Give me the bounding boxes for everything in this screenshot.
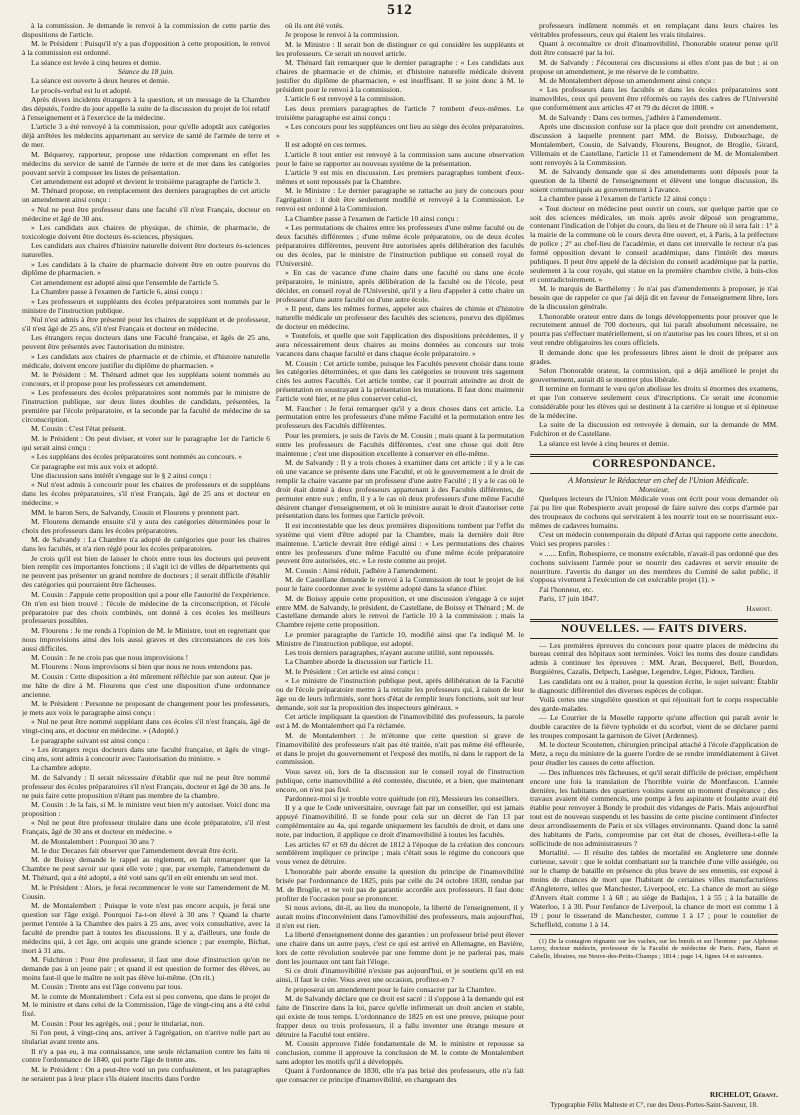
paragraph: « Les concours pour les suppléances ont lieu au siège des écoles préparatoires. » — [276, 121, 524, 140]
paragraph: Les trois derniers paragraphes, n'ayant aucune utilité, sont repoussés. — [285, 648, 495, 658]
paragraph: Si ce droit d'inamovibilité n'existe pas aujourd'hui, et je soutiens qu'il en est ainsi, il faut le créer. Vous avez une occasion, profitez-en ? — [276, 966, 524, 985]
paragraph: Pardonnez-moi si je trouble votre quiétude (on rit), Messieurs les conseillers. — [285, 794, 520, 804]
section-divider — [530, 619, 778, 622]
paragraph: Le procès-verbal est lu et adopté. — [31, 85, 132, 95]
paragraph: « ...... Enfin, Robespierre, ce monstre exécrable, n'avait-il pas ordonné que des cochons suivissent l'armée pour se nourrir des cadavres et servir ensuite de nourriture. J'avertis du danger un des membres du Comité de salut public, il s'opposa vivement à l'exécution de cet exécrable projet (1). » — [530, 548, 778, 585]
paragraph: Les candidats ont eu à traiter, pour la question écrite, le sujet suivant: Établir le diagnostic différentiel des diverses espèces de colique. — [530, 676, 778, 695]
paragraph: L'honorable pair aborde ensuite la question du principe de l'inamovibilité brisée par l'ordonnance de 1825, puis par celle du 24 octobre 1830, rendue par M. de Broglie, et ne voit pas de garantie accordée aux professeurs. Il faut donc profiter de l'occasion pour se prononcer. — [276, 866, 524, 903]
paragraph: Vous savez où, lors de la discussion sur le conseil royal de l'instruction publique, cette inamovibilité a été contestée, discutée, et a bien, que maintenant encore, on n'est pas fixé. — [276, 766, 524, 794]
column-2 — [276, 22, 524, 1090]
paragraph: M. le Président : Personne ne proposant de changement pour les professeurs, je mets aux voix le paragraphe ainsi conçu : — [22, 699, 270, 717]
paragraph: La Chambre passe à l'examen de l'article 10 ainsi conçu : — [285, 213, 459, 223]
paragraph: M. Fulchiron : Pour être professeur, il faut une dose d'instruction qu'on ne demande pas à un jeune pair ; et quand il est question de former des élèves, au moins faut-il que le maître ne soit pas élève lui-même. (On rit.) — [22, 954, 270, 982]
senate-debate-continued — [530, 22, 778, 449]
paragraph: Si nous avions, dit-il, au lieu du monopole, la liberté de l'enseignement, il y aurait moins d'inconvénient dans l'amovibilité des professeurs, mais aujourd'hui, il n'en est rien. — [276, 902, 524, 930]
paragraph: M. Flourens : Je me rends à l'opinion de M. le Ministre, tout en regrettant que nous improvisions ainsi des lois aussi graves et des circonstances de ces lois aussi difficiles. — [22, 625, 270, 653]
paragraph: Ce paragraphe est mis aux voix et adopté. — [31, 461, 158, 471]
paragraph: « Nul ne peut être professeur titulaire dans une école préparatoire, s'il n'est Français, âgé de 30 ans et docteur en médecine. » — [22, 818, 270, 837]
paragraph: Pour les premiers, je suis de l'avis de M. Cousin ; mais quant à la permutation entre les professeurs de Facultés différentes, c'est une chose qui doit être maintenue ; c'est une disposition excellente à conserver en elle-même. — [276, 430, 524, 458]
paragraph: Le paragraphe suivant est ainsi conçu : — [31, 735, 150, 745]
paragraph: M. le Président : Cet article est ainsi conçu : — [285, 666, 420, 676]
footnote: (1) De la contagion régnante sur les vaches, sur les bœufs et sur l'homme ; par Alphonse Leroy, docteur médecin, professeur de la Faculté de médecine de Paris. Paris, Baret et Cabelle, libraires, rue Neuve-des-Petits-Champs ; 1814 ; page 14, lignes 14 et suivantes. — [530, 937, 778, 960]
paragraph: Il est adopté en ces termes. — [285, 140, 367, 150]
paragraph: M. Cousin : C'est l'état présent. — [31, 424, 126, 434]
paragraph: M. le comte de Montalembert : Cela est si peu convenu, que dans le projet de M. le ministre et dans celui de la Commission, l'âge de vingt-cinq ans a été celui fixé. — [22, 991, 270, 1019]
nouvelles-body — [530, 642, 778, 930]
correspondance-body — [530, 495, 778, 594]
paragraph: « Nul ne peut être nommé suppléant dans ces écoles s'il n'est français, âgé de vingt-cinq ans, et docteur en médecine. » (Adopté.) — [22, 717, 270, 736]
paragraph: M. Cousin approuve l'idée fondamentale de M. le ministre et repousse sa conclusion, comme il approuve la conclusion de M. le comte de Montalembert sans adopter les motifs qu'il a développés. — [276, 1039, 524, 1066]
paragraph: « Les étrangers reçus docteurs dans une faculté française, et âgés de vingt-cinq ans, sont admis à concourir avec l'autorisation du ministre. » — [22, 745, 270, 763]
paragraph: M. de Salvandy demande que si des amendements sont déposés pour la question de la liberté de l'enseignement et élèvent une longue discussion, ils soient communiqués au gouvernement à l'avance. — [530, 167, 778, 194]
paragraph: Nul n'est admis à être présenté pour les chaires de suppléant et de professeur, s'il n'est âgé de 25 ans, s'il n'est Français et docteur en médecine. — [22, 315, 270, 333]
paragraph: L'article 3 a été renvoyé à la commission, pour qu'elle adoptât aux catégories déjà arrêtées les médecins appartenant au service de santé de l'armée de terre et de mer. — [22, 122, 270, 150]
paragraph: M. le Président : On a peut-être voté un peu confusément, et les paragraphes ne seraient pas à leur place s'ils étaient inscrits dans l'ordre — [22, 1064, 270, 1083]
paragraph: M. Cousin : Cet article tombe, puisque les Facultés peuvent choisir dans toute les catégories déterminées, et que dans les catégories se trouvent très sagement cités les autres Facultés. Cet article tombe, car il pourrait atteindre au droit de présentation en soustrayant à la présentation les mutations. Il faut donc maintenir l'article voté hier, et ne plus conserver celui-ci. — [276, 358, 524, 404]
paragraph: « Tout docteur en médecine peut ouvrir un cours, sur quelque partie que ce soit des sciences médicales, un mois après avoir déposé son programme, contenant l'indication de l'objet du cours, du lieu et de l'heure où il sera fait : 1° à la mairie de la commune où le cours devra être ouvert, et, à Paris, à la préfecture de police ; 2° au chef-lieu de l'académie, et dans cet intervalle le recteur n'a pas formé opposition devant le conseil académique, dans l'intérêt des mœurs publiques. Il peut être appelé de la décision du conseil académique par la partie, seulement à la cour royale, qui statue en la première chambre civile, à huis-clos et contradictoirement. » — [530, 203, 778, 284]
paragraph: M. Flourens demande ensuite s'il y aura des catégories déterminées pour le choix des professeurs dans les écoles préparatoires. — [22, 516, 270, 535]
paragraph: M. Cousin : Cette disposition a été mûrement réfléchie par son auteur. Que je me hâte de dire à M. Flourens que c'est une disposition d'une ordonnance ancienne. — [22, 671, 270, 699]
paragraph: — Les premières épreuves du concours pour quatre places de médecins du bureau central des hôpitaux sont terminées. Voici les noms des douze candidats admis à continuer les épreuves : MM. Aran, Becquerel, Bell, Bourdon, Burguières, Cazalis, Delpech, Lasègue, Legendre, Léger, Pidoux, Tardieu. — [530, 640, 778, 677]
paragraph: M. le duc Decazes fait observer que l'amendement devrait être écrit. — [31, 846, 238, 856]
paragraph: Les candidats aux chaires d'histoire naturelle doivent être docteurs ès-sciences naturelles. — [22, 241, 270, 260]
paragraph: M. de Castellane demande le renvoi à la Commission de tout le projet de loi pour le faire coordonner avec le système adopté dans la séance d'hier. — [276, 575, 524, 594]
paragraph: — Des influences très fâcheuses, et qu'il serait difficile de préciser, empêchent encore une fois la translation de l'horrible voirie de Montfaucon. L'année dernière, les habitants des quartiers voisins earent un moment d'espérance ; des travaux avaient été commencés, une pompe à feu aspirante et foulante avait été établie pour renvoyer à Bondy le produit des vidanges de Paris. Mais aujourd'hui tout est de nouveau suspendu et les bassins de cette piscine continuent d'infecter deux arrondissements de Paris et six villages environnants. Quand donc la santé des habitants de Paris, compromise par cet état de choses, éveillera-t-elle la sollicitude de nos administrateurs ? — [530, 767, 778, 848]
paragraph: M. Cousin : Ainsi réduit, j'adhère à l'amendement. — [285, 565, 438, 575]
paragraph: M. de Salvandy : J'écouterai ces discussions si elles n'ont pas de but ; si on propose un amendement, je me réserve de le combattre. — [530, 57, 778, 76]
paragraph: Selon l'honorable orateur, la commission, qui a déjà amélioré le projet du gouvernement, aurait dû se montrer plus libérale. — [530, 365, 778, 384]
paragraph: La Chambre aborde la discussion sur l'article 11. — [285, 657, 433, 667]
paragraph: M. Cousin : Pour les agrégés, oui ; pour le titulariat, non. — [31, 1018, 205, 1028]
correspondance-greeting: Monsieur, — [638, 484, 670, 494]
paragraph: « Nul ne peut être professeur dans une faculté s'il n'est Français, docteur en médecine et âgé de 30 ans. — [22, 204, 270, 223]
paragraph: L'article 6 est renvoyé à la commission. — [285, 94, 406, 104]
paragraph: M. Faucher : Je ferai remarquer qu'il y a deux choses dans cet article. La permutation entre les professeurs d'une même Faculté et la permutation entre les professeurs des Facultés différentes. — [276, 403, 524, 431]
paragraph: où ils ont été votés. — [285, 22, 344, 30]
paragraph: M. le marquis de Barthélemy : Je n'ai pas d'amendements à proposer, je n'ai besoin que de rappeler ce que j'ai déjà dit en faveur de l'enseignement libre, lors de la discussion générale. — [530, 284, 778, 312]
paragraph: Je crois qu'il est bien de laisser le choix entre tous les docteurs qui peuvent bien remplir ces importantes fonctions ; il s'agit ici de villes de départements qui ne peuvent pas présenter un grand nombre de docteurs ; il serait difficile d'établir des catégories qui pourraient être fâcheuses. — [22, 553, 270, 590]
paragraph: La séance est ouverte à deux heures et demie. — [31, 76, 170, 86]
paragraph: à la commission. Je demande le renvoi à la commission de cette partie des dispositions de l'article. — [22, 22, 270, 39]
paragraph: La suite de la discussion est renvoyée à demain, sur la demande de MM. Fulchiron et de Castellane. — [530, 420, 778, 439]
paragraph: M. Cousin : J'appuie cette proposition qui a pour elle l'autorité de l'expérience. On n'en est bien trouvé : l'école de médecine de la circonscription, et l'école préparatoire par des choix combinés, ont donné à ces écoles les meilleurs professeurs possibles. — [22, 589, 270, 626]
paragraph: M. le docteur Scoutetten, chirurgien principal attaché à l'école d'application de Metz, a reçu du ministre de la guerre l'ordre de se rendre immédiatement à Givet pour étudier les causes de cette affection. — [530, 740, 778, 768]
paragraph: Séance du 18 juin. — [117, 67, 175, 77]
paragraph: Il n'y a pas eu, à ma connaissance, une seule réclamation contre les faits ni contre l'ordonnance de 1840, qui porte l'âge de trente ans. — [22, 1046, 270, 1065]
paragraph: M. de Salvandy : Il serait nécessaire d'établir que nul ne peut être nommé professeur des écoles préparatoires s'il n'est Français, docteur et âgé de 30 ans. Je ne puis faire cette proposition n'étant pas membre de la chambre. — [22, 772, 270, 800]
paragraph: M. Cousin : Je ne crois pas que nous improvisions ! — [31, 653, 189, 663]
paragraph: « Les professeurs dans les facultés et dans les écoles préparatoires sont inamovibles, ceux qui peuvent être réformés ou rayés des cadres de l'Université que conformément aux articles 47 et 79 du décret de 1808. » — [530, 85, 778, 113]
paragraph: Les étrangers reçus docteurs dans une Faculté française, et âgés de 25 ans, peuvent être présentés avec l'autorisation du ministre. — [22, 333, 270, 352]
paragraph: L'article 8 tout entier est renvoyé à la commission sans aucune observation pour le faire se rapporter au nouveau système de la présentation. — [276, 149, 524, 168]
paragraph: M. le Président : On peut diviser, et voter sur le paragraphe 1er de l'article 6 qui serait ainsi conçu : — [22, 433, 270, 452]
paragraph: M. Thénard fait remarquer que le dernier paragraphe : « Les candidats aux chaires de pharmacie et de chimie, et d'histoire naturelle médicale doivent justifier du diplôme de pharmacien, » est insuffisant. Il se joint donc à M. le président pour le renvoi à la commission. — [276, 58, 524, 94]
paragraph: M. de Montalembert : Je m'étonne que cette question si grave de l'inamovibilité des professeurs n'ait pas été traitée, n'ait pas même été effleurée, et dans le projet du gouvernement et l'exposé des motifs, ni dans le rapport de la commission. — [276, 730, 524, 767]
paragraph: M. de Salvandy : Dans ces termes, j'adhère à l'amendement. — [539, 112, 721, 122]
paragraph: Je propose le renvoi à la commission. — [285, 30, 400, 40]
correspondance-title: CORRESPONDANCE. — [592, 457, 716, 470]
paragraph: — Le Courrier de la Moselle rapporte qu'une affection qui paraît avoir le double caractère de la fièvre typhoïde et du scorbut, vient de se déclarer parmi les troupes composant la garnison de Givet (Ardennes). — [530, 713, 778, 741]
paragraph: Il est incontestable que les deux premières dispositions tombent par l'effet du système qui vient d'être adopté par la Chambre, mais la dernière doit être maintenue. L'article devrait être rédigé ainsi : « Les permutations des chaires entre les professeurs d'une même Faculté ou d'une même école préparatoire peuvent être autorisées, etc. » Le reste comme au projet. — [276, 520, 524, 566]
paragraph: MM. le baron Sers, de Salvandy, Cousin et Flourens y prennent part. — [31, 507, 240, 517]
column-3 — [530, 22, 778, 1090]
paragraph: « Nul n'est admis à concourir pour les chaires de professeurs et de suppléans dans les écoles préparatoires, s'il n'est Français, âgé de 25 ans et docteur en médecine. » — [22, 480, 270, 508]
paragraph: » Les candidats à la chaire de pharmacie doivent être en outre pourvus du diplôme de pharmacien. » — [22, 259, 270, 278]
paragraph: Il demande donc que les professeurs libres aient le droit de préparer aux grades. — [530, 347, 778, 366]
section-divider — [530, 473, 778, 474]
paragraph: « Les professeurs et suppléants des écoles préparatoires sont nommés par le ministre de l'instruction publique. — [22, 296, 270, 315]
paragraph: M. de Montalembert dépose un amendement ainsi conçu : — [539, 75, 716, 85]
paragraph: » Les professeurs des écoles préparatoires sont nommés par le ministre de l'instruction publique, sur deux listes doubles de candidats, présentées, la première par l'école préparatoire, et la seconde par la faculté de médecine de sa circonscription. — [22, 388, 270, 424]
paragraph: M. le Président : Puisqu'il n'y a pas d'opposition à cette proposition, le renvoi à la commission est ordonné. — [22, 39, 270, 58]
publisher-line: RICHELOT, Gérant. — [709, 1090, 778, 1099]
footnote-divider — [530, 934, 778, 935]
paragraph: Quelques lecteurs de l'Union Médicale vous ont écrit pour vous demander où j'ai pu lire que Robespierre avait proposé de faire suivre des corps d'armée par des troupeaux de cochons qui serviraient à les nourrir tout en se nourrissant eux-mêmes de cadavres humains. — [530, 494, 778, 531]
paragraph: Après une discussion confuse sur la place que doit prendre cet amendement, discussion à laquelle prennent part MM. de Boissy, Dubouchage, de Montalembert, Cousin, de Salvandy, Flourens, Beugnot, de Broglie, Girard, Villemain et de Castellane, l'article 11 et l'amendement de M. de Montalembert sont renvoyés à la Commission. — [530, 121, 778, 167]
paragraph: professeurs indûment nommés et en remplaçant dans leurs chaires les véritables professeurs, ceux qui étaient les vrais titulaires. — [530, 22, 778, 39]
paragraph: Voilà certes une singulière question et qui réjouirait fort le corps respectable des garde-malades. — [530, 694, 778, 713]
correspondance-signature: Hamont. — [746, 603, 772, 613]
paragraph: Cet amendement est adopté et devient le troisième paragraphe de l'article 3. — [31, 176, 261, 186]
paragraph: M. de Boissy demande le rappel au règlement, en fait remarquer que la Chambre ne peut savoir sur quoi elle vote ; que, par exemple, l'amendement de M. Thénard, qui a été adopté, a été voté sans qu'il en eût entendu un seul mot. — [22, 855, 270, 883]
paragraph: » En cas de vacance d'une chaire dans une faculté ou dans une école préparatoire, le ministre, après délibération de la faculté ou de l'école, peut décider, en conseil royal de l'Université, qu'il y a lieu d'appeler à cette chaire un professeur d'une autre faculté ou d'une autre école. — [276, 267, 524, 304]
paragraph: M. de Boissy appuie cette proposition, et une discussion s'engage à ce sujet entre MM. de Salvandy, le président, de Castellane, de Boissy et Thénard ; M. de Castellane demande alors le renvoi de l'article 10 à la commission ; mais la Chambre rejette cette proposition. — [276, 593, 524, 630]
paragraph: « Les permutations de chaires entre les professeurs d'une même faculté ou de deux facultés différentes ; d'une même école préparatoire, ou de deux écoles préparatoires différentes, peuvent être autorisées après délibération des facultés ou des écoles, par le ministre de l'instruction publique en conseil royal de l'Université. — [276, 222, 524, 268]
printer-line: Typographie Félix Malteste et C°, rue des Deux-Portes-Saint-Sauveur, 18. — [550, 1101, 758, 1109]
paragraph: Les deux premiers paragraphes de l'article 7 tombent d'eux-mêmes. Le troisième paragraphe est ainsi conçu : — [276, 103, 524, 122]
paragraph: Cet article impliquant la question de l'inamovibilité des professeurs, la parole est à M. de Montalembert qui l'a réclamée. — [276, 712, 524, 731]
paragraph: M. Flourens : Nous improvisons si bien que nous ne nous entendons pas. — [31, 662, 253, 672]
paragraph: » Les candidats aux chaires de pharmacie et de chimie, et d'histoire naturelle médicale, doivent encore justifier du diplôme de pharmacien. » — [22, 351, 270, 370]
paragraph: M. Cousin : Trente ans est l'âge convenu par tous. — [31, 982, 183, 992]
paragraph: Si l'on peut, à vingt-cinq ans, arriver à l'agrégation, on n'arrive nulle part au titulariat avant trente ans. — [22, 1028, 270, 1047]
column-1 — [22, 22, 270, 1090]
paragraph: M. le Ministre : Le dernier paragraphe se rattache au jury de concours pour l'agrégation : il doit être seulement modifié et renvoyé à la Commission. Le renvoi est ordonné à la Commission. — [276, 186, 524, 214]
paragraph: M. de Salvandy : Il y a trois choses à examiner dans cet article : il y a le cas où une vacance se présente dans une Faculté, et où le gouvernement a le droit de remplir la chaire vacante par un professeur d'une autre Faculté ; il y a le cas où le droit était donné à deux professeurs appartenant à des Facultés différentes, de permuter entre eux ; enfin, il y a le cas où deux professeurs d'une même Faculté désirent changer d'enseignement, et où le ministre aurait le droit d'autoriser cette présentation dans les formes que l'article prévoit. — [276, 458, 524, 521]
paragraph: M. Béquerey, rapporteur, propose une rédaction comprenant en effet les médecins du service de santé de l'armée de terre et de mer dans les catégories pouvant servir à composer les listes de présentation. — [22, 149, 270, 177]
paragraph: Quant à l'ordonnance de 1830, elle n'a pas brisé des professeurs, elle n'a fait que consacrer ce principe d'inamovibilité, en changeant des — [276, 1066, 524, 1085]
paragraph: Les articles 67 et 69 du décret de 1812 à l'époque de la création des concours semblèrent impliquer ce principe ; mais c'était sous le régime du concours que vous venez de détruire. — [276, 839, 524, 867]
paragraph: Je proposerai un amendement pour le faire consacrer par la Chambre. — [285, 984, 497, 994]
paragraph: La séance est levée à cinq heures et demie. — [31, 57, 162, 67]
paragraph: Quant à reconnaître ce droit d'inamovibilité, l'honorable orateur pense qu'il doit être consacré par la loi. — [530, 39, 778, 58]
paragraph: » Toutefois, et quelle que soit l'application des dispositions précédentes, il y aura nécessairement deux chaires au moins données au concours sur trois vacances dans chaque faculté et dans chaque école préparatoire. » — [276, 331, 524, 359]
page-number: 512 — [387, 2, 413, 18]
paragraph: La liberté d'enseignement donne des garanties : un professeur brisé peut élever une chaire dans un autre pays, c'est ce qui est arrivé en Allemagne, en Bavière, lors de cette révolution soulevée par une femme dont je ne parlerai pas, mais dont les journaux ont tant fait l'éloge. — [276, 930, 524, 966]
paragraph: « Le ministre de l'instruction publique peut, après délibération de la Faculté ou de l'école préparatoire mettre à la retraite les professeurs qui, à raison de leur âge ou de leurs infirmités, sont hors d'état de remplir leurs fonctions, soit sur leur demande, soit sur la proposition des inspecteurs généraux. » — [276, 676, 524, 712]
paragraph: M. le Président : M. Thénard admet que les suppléans soient nommés au concours, et il propose pour les professeurs cet amendement. — [22, 369, 270, 388]
paragraph: M. le Ministre : Il serait bon de distinguer ce qui considère les suppléants et les professeurs. Ce serait un nouvel article. — [276, 39, 524, 58]
correspondance-salutation: A Monsieur le Rédacteur en chef de l'Union Médicale. — [568, 475, 749, 485]
paragraph: Il termine en formant le vœu qu'on abolisse les droits si énormes des examens, et que l'on conserve seulement ceux d'inscriptions. Ce serait une économie considérable pour les élèves qui se destinent à la carrière si longue et si épineuse de la médecine. — [530, 384, 778, 420]
section-divider — [530, 638, 778, 639]
paragraph: L'article 9 est mis en discussion. Les premiers paragraphes tombent d'eux-mêmes et sont repoussés par la Chambre. — [276, 168, 524, 186]
paragraph: M. le Président : Alors, je ferai recommencer le vote sur l'amendement de M. Cousin. — [22, 882, 270, 901]
paragraph: La chambre adopte. — [31, 763, 92, 773]
paragraph: La Chambre passe à l'examen de l'article 6, ainsi conçu : — [31, 287, 203, 297]
paragraph: Cet amendement est adopté ainsi que l'ensemble de l'article 5. — [31, 277, 219, 287]
paragraph: J'ai l'honneur, etc. — [539, 584, 594, 594]
paragraph: » Il peut, dans les mêmes formes, appeler aux chaires de chimie et d'histoire naturelle médicale un professeur des facultés des sciences, pourvu des diplômes de docteur en médecine. — [276, 304, 524, 331]
paragraph: Une discussion sans intérêt s'engage sur le § 2 ainsi conçu : — [31, 470, 212, 480]
page-footer — [530, 1090, 778, 1109]
paragraph: » Les candidats aux chaires de physique, de chimie, de pharmacie, de toxicologie doivent être docteurs ès-sciences, physiques. — [22, 222, 270, 241]
paragraph: M. de Salvandy déclare que ce droit est sacré : il s'oppose à la demande qui est faite de l'inscrire dans la loi, parce qu'elle infirmerait un droit ancien et stable, qui existe de tous temps. L'ordonnance de 1825 en est une preuve, puisque pour frapper deux ou trois professeurs, il a fallu inventer une étrange mesure et détruire la Faculté tout entière. — [276, 993, 524, 1039]
paragraph: M. Cousin : Je la fais, si M. le ministre veut bien m'y autoriser. Voici donc ma proposition : — [22, 800, 270, 818]
paragraph: L'honorable orateur entre dans de longs développements pour prouver que le recrutement annuel de 700 docteurs, qui lui paraît absolument nécessaire, ne pourra pas s'effectuer matériellement, si on n'autorise pas les cours libres, et si on veut rendre obligatoires les cours officiels. — [530, 311, 778, 348]
paragraph: M. de Salvandy : La Chambre n'a adopté de catégories que pour les chaires dans les facultés, et n'a rien réglé pour les écoles préparatoires. — [22, 535, 270, 554]
paragraph: M. Thénard propose, en remplacement des derniers paragraphes de cet article un amendement ainsi conçu : — [22, 186, 270, 205]
paragraph: Après divers incidents étrangers à la question, et un message de la Chambre des députés, l'ordre du jour appelle la suite de la discussion du projet de loi relatif à l'enseignement et à l'exercice de la médecine. — [22, 95, 270, 123]
paragraph: La chambre passe à l'examen de l'article 12 ainsi conçu : — [539, 194, 711, 204]
section-divider — [530, 454, 778, 457]
paragraph: Il y a que le Code universitaire, ouvrage fait par un conseiller, qui est jamais appuyé l'inamovibilité. Il se fonde pour cela sur un décret de l'an 13 par complémentaire au 4a, qui regarde uniquement les facultés de droit, et dans une note, par induction, il applique ce droit d'inamovibilité à toutes les facultés. — [276, 803, 524, 840]
paragraph: La séance est levée à cinq heures et demie. — [539, 438, 670, 448]
paragraph: Le premier paragraphe de l'article 10, modifié ainsi que l'a indiqué M. le Ministre de l'instruction publique, est adopté. — [276, 629, 524, 648]
paragraph: « Les suppléans des écoles préparatoires sont nommés au concours. » — [31, 452, 243, 462]
paragraph: C'est un médecin contemporain du député d'Arras qui rapporte cette anecdote. Voici ses propres paroles : — [530, 530, 778, 549]
nouvelles-title: NOUVELLES. — FAITS DIVERS. — [560, 622, 748, 635]
paragraph: Mortalité. — Il résulte des tables de mortalité en Angleterre une donnée curieuse, savoir : que le soldat combattant sur la tranchée d'une ville assiégée, ou sur le champ de bataille en présence du plus brave de ses ennemis, est exposé à moins de chances de mort que l'habitant de certaines villes manufacturières d'Angleterre, telles que Manchester, Liverpool, etc. La chance de mort au siège d'Anvers était comme 1 à 68 ; au siège de Badajos, 1 à 55 ; à la bataille de Waterloo, 1 à 30. Pour l'enfance de Liverpool, la chance de mort est comme 1 à 19 ; pour le tisserand de Manchester, comme 1 à 17 ; pour le coutelier de Scheffield, comme 1 à 14. — [530, 848, 778, 929]
paragraph: M. de Montalembert : Puisque le vote n'est pas encore acquis, je ferai une question sur l'âge exigé. Pourquoi l'a-t-on élevé à 30 ans ? Quand la charte permet l'entrée à la Chambre des pairs à 25 ans, avec voix consultative, avec la faculté de prendre part à toutes les discussions. Il y a, d'ailleurs, une foule de médecins qui, à cet âge, ont acquis une grande science ; par exemple, Bichat, mort à 31 ans. — [22, 901, 270, 955]
paragraph: M. de Montalembert : Pourquoi 30 ans ? — [31, 836, 155, 846]
correspondance-date: Paris, 17 juin 1847. — [539, 594, 599, 604]
